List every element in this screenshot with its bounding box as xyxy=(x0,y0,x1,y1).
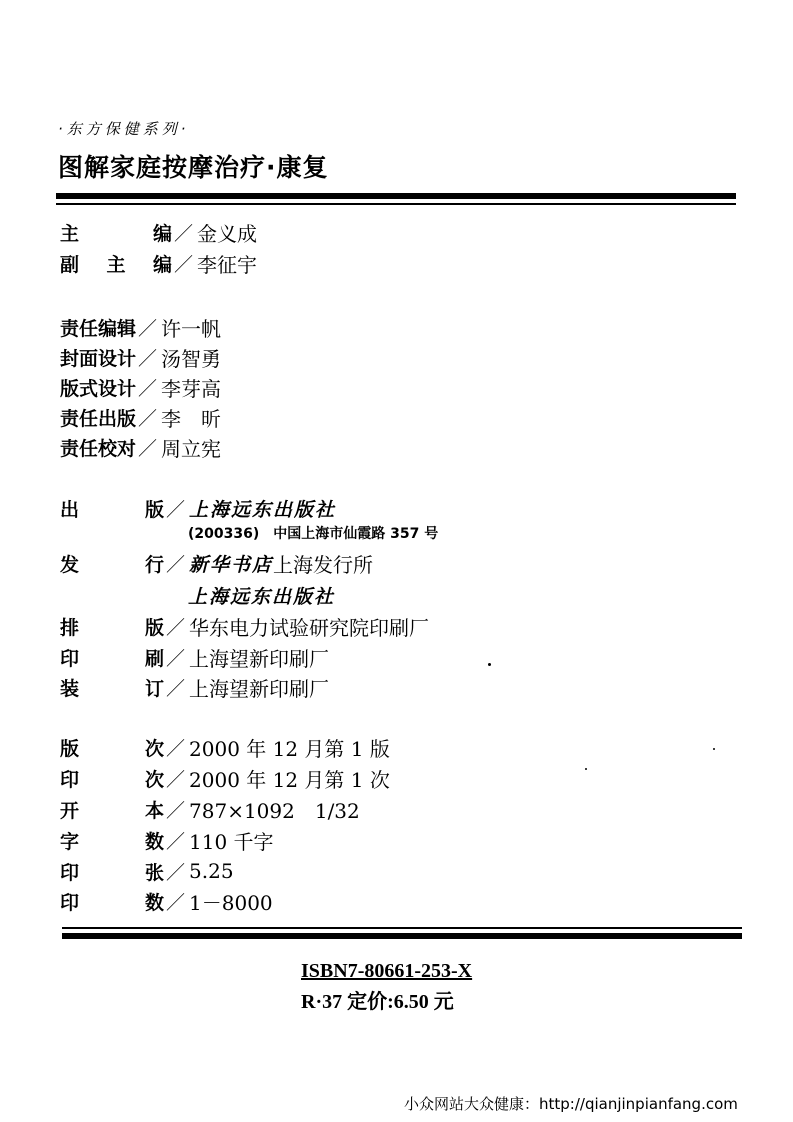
staff-name: 李芽高 xyxy=(161,376,222,401)
book-title: 图解家庭按摩治疗·康复 xyxy=(58,153,329,182)
staff-label: 封面设计 xyxy=(60,347,137,370)
spec-row: 开 本 ／ 787×1092 1/32 xyxy=(60,794,360,824)
spec-label: 字 数 xyxy=(60,830,164,853)
staff-label: 版式设计 xyxy=(60,377,137,400)
spec-value: 110 千字 xyxy=(189,829,274,854)
typeset-name: 华东电力试验研究院印刷厂 xyxy=(189,615,430,640)
publisher-row: 出 版 ／ 上海远东出版社 xyxy=(60,493,336,523)
spec-label: 印 数 xyxy=(60,891,164,914)
staff-name: 周立宪 xyxy=(161,436,222,461)
staff-name: 汤智勇 xyxy=(161,346,222,371)
bind-label: 装 订 xyxy=(60,677,164,700)
staff-label: 责任出版 xyxy=(60,407,137,430)
spec-label: 印 张 xyxy=(60,861,164,884)
staff-row: 责任出版 ／ 李 昕 xyxy=(60,402,221,432)
spec-value: 787×1092 1/32 xyxy=(189,798,360,823)
spec-value: 2000 年 12 月第 1 次 xyxy=(189,767,390,792)
distributor-name: 上海发行所 xyxy=(273,552,374,577)
distributor-label: 发 行 xyxy=(60,553,164,576)
spec-label: 印 次 xyxy=(60,768,164,791)
print-label: 印 刷 xyxy=(60,647,164,670)
staff-name: 许一帆 xyxy=(161,316,222,341)
top-rule-thick xyxy=(56,193,736,199)
spec-row: 印 张 ／ 5.25 xyxy=(60,859,234,884)
scan-speck xyxy=(488,663,491,666)
chief-editor-label: 主 编 xyxy=(60,222,172,245)
print-name: 上海望新印刷厂 xyxy=(189,646,330,671)
scan-speck xyxy=(713,748,715,750)
typeset-row: 排 版 ／ 华东电力试验研究院印刷厂 xyxy=(60,611,429,641)
deputy-editor-label: 副 主 编 xyxy=(60,253,172,276)
bind-name: 上海望新印刷厂 xyxy=(189,676,330,701)
spec-value: 5.25 xyxy=(189,859,234,883)
distributor-brand: 新华书店 xyxy=(189,553,274,576)
bottom-rule-thick xyxy=(62,933,742,939)
publisher-name: 上海远东出版社 xyxy=(189,498,337,521)
distributor-second: 上海远东出版社 xyxy=(188,585,336,608)
spec-label: 开 本 xyxy=(60,799,164,822)
staff-row: 责任校对 ／ 周立宪 xyxy=(60,432,221,462)
bind-row: 装 订 ／ 上海望新印刷厂 xyxy=(60,672,329,702)
publisher-address: (200336) 中国上海市仙霞路 357 号 xyxy=(188,526,439,542)
distributor-second-row xyxy=(188,580,335,610)
print-row: 印 刷 ／ 上海望新印刷厂 xyxy=(60,642,329,672)
staff-row: 版式设计 ／ 李芽高 xyxy=(60,372,221,402)
distributor-row: 发 行 ／ 新华书店 上海发行所 xyxy=(60,548,373,578)
staff-row: 责任编辑 ／ 许一帆 xyxy=(60,312,221,342)
staff-label: 责任编辑 xyxy=(60,317,137,340)
top-rule-thin xyxy=(56,203,736,205)
spec-label: 版 次 xyxy=(60,737,164,760)
spec-row: 版 次 ／ 2000 年 12 月第 1 版 xyxy=(60,732,390,762)
staff-name: 李 昕 xyxy=(161,406,222,431)
publisher-label: 出 版 xyxy=(60,498,164,521)
spec-row: 印 数 ／ 1－8000 xyxy=(60,886,273,916)
spec-row: 字 数 ／ 110 千字 xyxy=(60,825,274,855)
chief-editor-row: 主 编 ／ 金义成 xyxy=(60,217,257,247)
staff-label: 责任校对 xyxy=(60,437,137,460)
typeset-label: 排 版 xyxy=(60,616,164,639)
deputy-editor-row: 副 主 编 ／ 李征宇 xyxy=(60,248,257,278)
deputy-editor-name: 李征宇 xyxy=(197,252,258,277)
spec-value: 1－8000 xyxy=(189,890,273,915)
spec-row: 印 次 ／ 2000 年 12 月第 1 次 xyxy=(60,763,390,793)
series-name: ·东方保健系列· xyxy=(58,120,190,138)
isbn: ISBN7-80661-253-X xyxy=(301,960,473,982)
spec-value: 2000 年 12 月第 1 版 xyxy=(189,736,390,761)
bottom-rule-thin xyxy=(62,927,742,929)
staff-row: 封面设计 ／ 汤智勇 xyxy=(60,342,221,372)
scan-speck xyxy=(585,768,587,770)
footer-watermark-text: 小众网站大众健康：http://qianjinpianfang.com xyxy=(404,1095,738,1113)
chief-editor-name: 金义成 xyxy=(197,221,258,246)
price: R·37 定价:6.50 元 xyxy=(301,991,454,1013)
